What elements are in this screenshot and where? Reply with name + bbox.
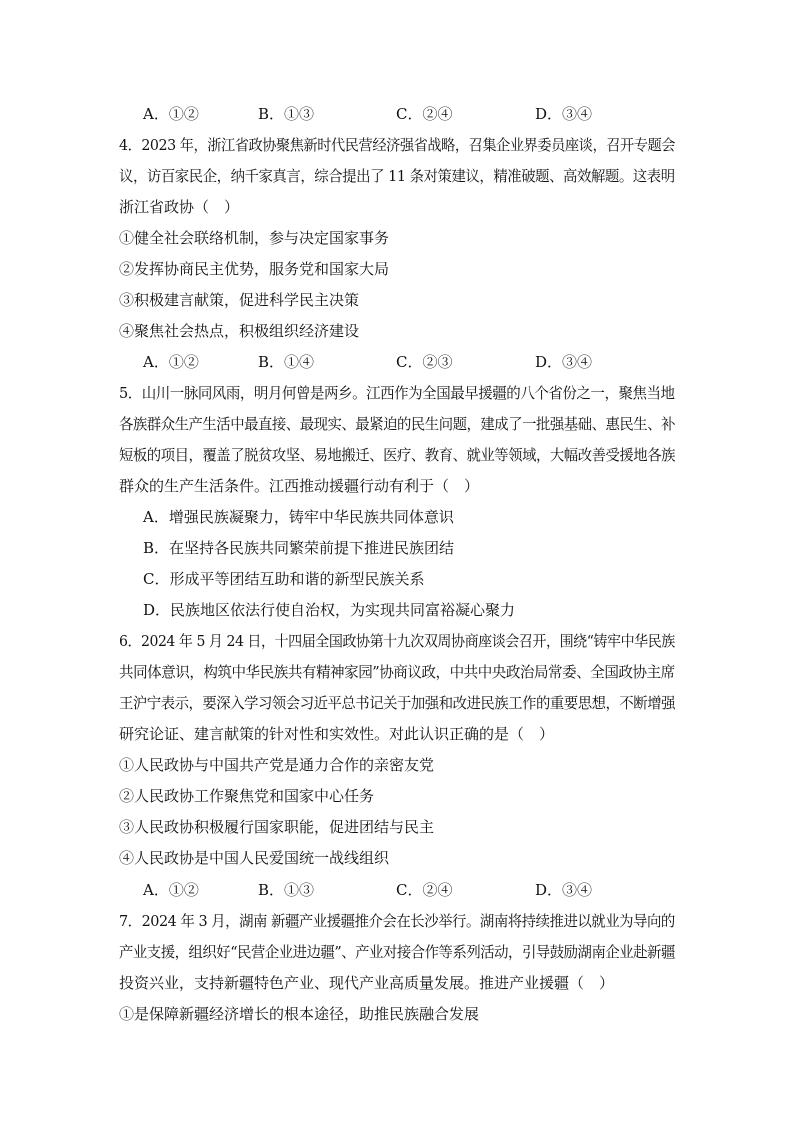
q3-option-d[interactable]: D．③④	[535, 105, 593, 123]
q4-stem-line-2: 议，访百家民企，纳千家真言，综合提出了 11 条对策建议，精准破题、高效解题。这表明	[119, 167, 675, 185]
q6-stem-line-3: 王沪宁表示，要深入学习领会习近平总书记关于加强和改进民族工作的重要思想，不断增强	[119, 694, 676, 712]
q6-statement-4: ④人民政协是中国人民爱国统一战线组织	[119, 849, 390, 867]
q5-option-d[interactable]: D．民族地区依法行使自治权，为实现共同富裕凝心聚力	[143, 601, 516, 619]
q3-option-a[interactable]: A．①②	[143, 105, 199, 123]
q4-statement-2: ②发挥协商民主优势，服务党和国家大局	[119, 260, 390, 278]
q4-stem-line-3: 浙江省政协（ ）	[119, 198, 240, 216]
q6-option-b[interactable]: B．①③	[258, 881, 315, 899]
q5-stem-line-3: 短板的项目，覆盖了脱贫攻坚、易地搬迁、医疗、教育、就业等领域，大幅改善受援地各族	[119, 446, 676, 464]
q4-statement-3: ③积极建言献策，促进科学民主决策	[119, 291, 360, 309]
q5-stem-line-2: 各族群众生产生活中最直接、最现实、最紧迫的民生问题，建成了一批强基础、惠民生、补	[119, 415, 676, 433]
q6-stem-line-4: 研究论证、建言献策的针对性和实效性。对此认识正确的是（ ）	[119, 725, 555, 743]
q5-option-b[interactable]: B．在坚持各民族共同繁荣前提下推进民族团结	[143, 539, 455, 557]
q5-stem-line-1: 5．山川一脉同风雨，明月何曾是两乡。江西作为全国最早援疆的八个省份之一，聚焦当地	[119, 384, 675, 402]
q6-stem-line-2: 共同体意识，构筑中华民族共有精神家园”协商议政，中共中央政治局常委、全国政协主席	[119, 663, 675, 681]
q6-option-a[interactable]: A．①②	[143, 881, 199, 899]
q6-statement-2: ②人民政协工作聚焦党和国家中心任务	[119, 787, 375, 805]
q7-stem-line-3: 投资兴业，支持新疆特色产业、现代产业高质量发展。推进产业援疆（ ）	[119, 974, 615, 992]
q4-stem-line-1: 4．2023 年，浙江省政协聚焦新时代民营经济强省战略，召集企业界委员座谈，召开专题会	[119, 136, 675, 154]
q4-statement-1: ①健全社会联络机制，参与决定国家事务	[119, 229, 390, 247]
q7-stem-line-1: 7．2024 年 3 月，湖南 新疆产业援疆推介会在长沙举行。湖南将持续推进以就业为导向的	[119, 912, 675, 930]
q5-option-a[interactable]: A．增强民族凝聚力，铸牢中华民族共同体意识	[143, 508, 454, 526]
q7-stem-line-2: 产业支援，组织好“民营企业进边疆”、产业对接合作等系列活动，引导鼓励湖南企业赴新疆	[119, 943, 675, 961]
q7-statement-1: ①是保障新疆经济增长的根本途径，助推民族融合发展	[119, 1005, 480, 1023]
q4-statement-4: ④聚焦社会热点，积极组织经济建设	[119, 322, 360, 340]
q4-option-d[interactable]: D．③④	[535, 353, 593, 371]
q5-option-c[interactable]: C．形成平等团结互助和谐的新型民族关系	[143, 570, 425, 588]
q4-option-c[interactable]: C．②③	[396, 353, 453, 371]
q6-option-c[interactable]: C．②④	[396, 881, 453, 899]
q4-option-b[interactable]: B．①④	[258, 353, 315, 371]
q5-stem-line-4: 群众的生产生活条件。江西推动援疆行动有利于（ ）	[119, 477, 480, 495]
q3-option-b[interactable]: B．①③	[258, 105, 315, 123]
q6-statement-3: ③人民政协积极履行国家职能，促进团结与民主	[119, 818, 435, 836]
q6-stem-line-1: 6．2024 年 5 月 24 日，十四届全国政协第十九次双周协商座谈会召开，围绕“铸牢中华民族	[119, 632, 675, 650]
q6-statement-1: ①人民政协与中国共产党是通力合作的亲密友党	[119, 756, 435, 774]
q6-option-d[interactable]: D．③④	[535, 881, 593, 899]
q4-option-a[interactable]: A．①②	[143, 353, 199, 371]
q3-option-c[interactable]: C．②④	[396, 105, 453, 123]
